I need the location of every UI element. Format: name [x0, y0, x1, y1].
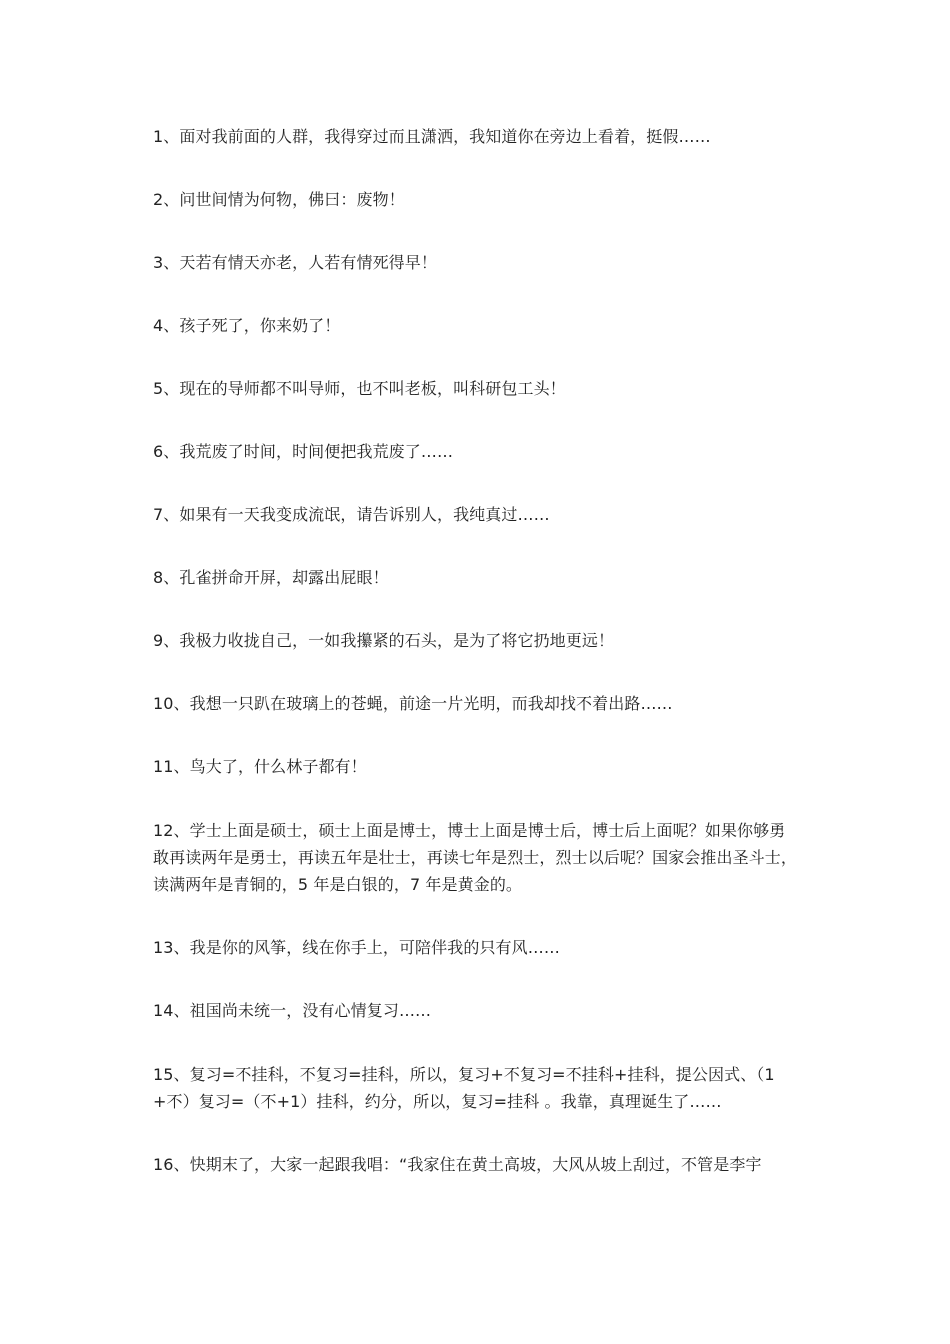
list-item: 4、孩子死了，你来奶了！ — [153, 316, 341, 335]
list-item: 1、面对我前面的人群，我得穿过而且潇洒，我知道你在旁边上看着，挺假…… — [153, 127, 711, 146]
list-item: 8、孔雀拼命开屏，却露出屁眼！ — [153, 568, 389, 587]
list-item: 2、问世间情为何物，佛曰：废物！ — [153, 190, 405, 209]
list-item: 9、我极力收拢自己，一如我攥紧的石头，是为了将它扔地更远！ — [153, 631, 615, 650]
list-item: 5、现在的导师都不叫导师，也不叫老板，叫科研包工头！ — [153, 379, 566, 398]
list-item: 11、鸟大了，什么林子都有！ — [153, 757, 367, 776]
list-item: 6、我荒废了时间，时间便把我荒废了…… — [153, 442, 454, 461]
list-item: 15、复习=不挂科，不复习=挂科，所以，复习+不复习=不挂科+挂科，提公因式、（1+不）复习=（不+1）挂科，约分，所以，复习=挂科 。我靠，真理诞生了…… — [153, 1065, 775, 1111]
document-body — [153, 124, 798, 1215]
list-item: 7、如果有一天我变成流氓，请告诉别人，我纯真过…… — [153, 505, 550, 524]
list-item: 16、快期末了，大家一起跟我唱：“我家住在黄土高坡，大风从坡上刮过，不管是李宇 — [153, 1155, 762, 1174]
list-item: 14、祖国尚未统一，没有心情复习…… — [153, 1001, 432, 1020]
list-item: 3、天若有情天亦老，人若有情死得早！ — [153, 253, 437, 272]
list-item: 12、学士上面是硕士，硕士上面是博士，博士上面是博士后，博士后上面呢？如果你够勇敢再读两年是勇士，再读五年是壮士，再读七年是烈士，烈士以后呢？国家会推出圣斗士，读满两年是青铜的，5 年是白银的，7 年是黄金的。 — [153, 821, 798, 894]
list-item: 10、我想一只趴在玻璃上的苍蝇，前途一片光明，而我却找不着出路…… — [153, 694, 673, 713]
list-item: 13、我是你的风筝，线在你手上，可陪伴我的只有风…… — [153, 938, 560, 957]
